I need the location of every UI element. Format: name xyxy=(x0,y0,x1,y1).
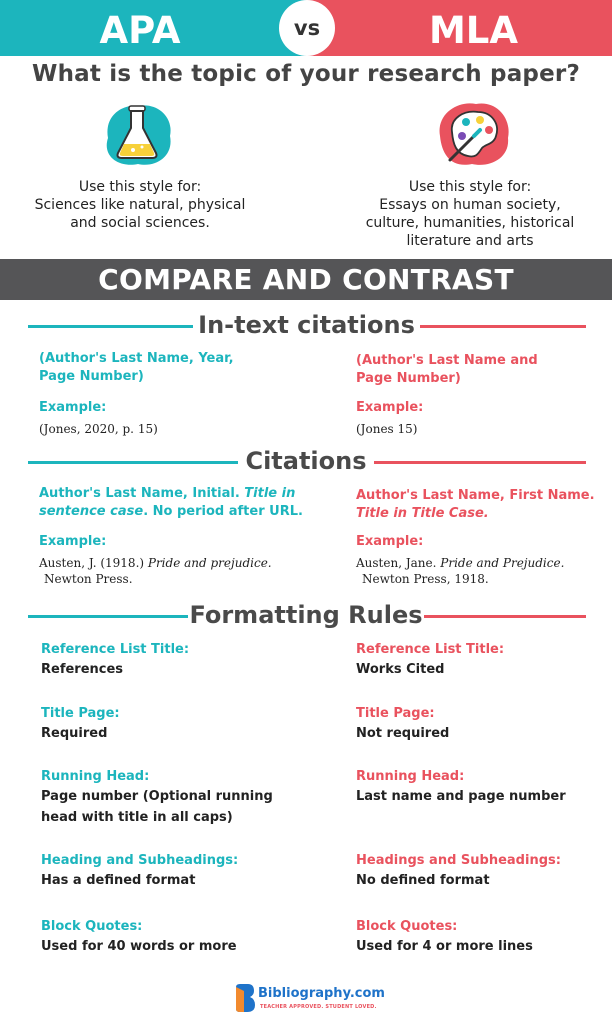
format-text: . No period after URL. xyxy=(143,504,303,519)
rule-label: Reference List Title: xyxy=(41,642,190,657)
apa-intext-format xyxy=(39,350,299,386)
mla-usage-line: literature and arts xyxy=(406,233,534,249)
apa-usage-line: Use this style for: xyxy=(78,179,202,195)
apa-rule xyxy=(41,705,311,744)
example-line: Newton Press. xyxy=(44,572,133,586)
format-line xyxy=(356,505,596,523)
apa-rule xyxy=(41,768,311,828)
format-line: Page Number) xyxy=(356,371,461,386)
intext-section-title: In-text citations xyxy=(198,311,415,339)
mla-rule xyxy=(356,705,606,744)
mla-rule xyxy=(356,641,606,680)
mla-citation-example xyxy=(356,555,606,587)
section-divider-right xyxy=(374,461,586,464)
footer-logo[interactable] xyxy=(234,983,385,1015)
mla-citation-format xyxy=(356,487,596,523)
format-text: Author's Last Name, Initial. xyxy=(39,486,245,501)
section-divider-right xyxy=(420,325,586,328)
mla-citation-example-label: Example: xyxy=(356,534,424,549)
rule-label: Running Head: xyxy=(41,769,150,784)
apa-usage-line: and social sciences. xyxy=(70,215,210,231)
apa-rule xyxy=(41,852,311,891)
apa-usage xyxy=(20,178,260,232)
apa-intext-example: (Jones, 2020, p. 15) xyxy=(39,422,158,436)
format-line: (Author's Last Name and xyxy=(356,353,538,368)
apa-usage-line: Sciences like natural, physical xyxy=(34,197,246,213)
rule-value: Last name and page number xyxy=(356,789,566,804)
compare-contrast-banner: COMPARE AND CONTRAST xyxy=(0,259,612,300)
format-italic: Title in Title Case. xyxy=(356,506,489,521)
citations-section-title: Citations xyxy=(245,447,367,475)
format-line xyxy=(39,503,319,521)
mla-intext-example: (Jones 15) xyxy=(356,422,418,436)
rule-value: Works Cited xyxy=(356,662,445,677)
apa-citation-example-label: Example: xyxy=(39,534,107,549)
rule-label: Heading and Subheadings: xyxy=(41,853,239,868)
mla-intext-example-label: Example: xyxy=(356,400,424,415)
apa-intext-example-label: Example: xyxy=(39,400,107,415)
formatting-section-title: Formatting Rules xyxy=(189,601,423,629)
mla-title: MLA xyxy=(428,9,519,52)
rule-label: Title Page: xyxy=(356,706,435,721)
example-line xyxy=(39,555,299,571)
format-line: (Author's Last Name, Year, xyxy=(39,351,234,366)
rule-label: Running Head: xyxy=(356,769,465,784)
mla-rule xyxy=(356,918,606,957)
palette-icon xyxy=(432,98,514,170)
mla-usage xyxy=(350,178,590,250)
vs-badge: vs xyxy=(279,0,335,56)
topic-question: What is the topic of your research paper? xyxy=(32,61,580,87)
rule-value: Has a defined format xyxy=(41,873,196,888)
brand-name: Bibliography.com xyxy=(258,986,385,1001)
apa-rule xyxy=(41,918,311,957)
mla-usage-line: Use this style for: xyxy=(408,179,532,195)
rule-label: Title Page: xyxy=(41,706,120,721)
rule-value: Used for 4 or more lines xyxy=(356,939,533,954)
format-line: Page Number) xyxy=(39,369,144,384)
mla-rule xyxy=(356,768,606,807)
rule-label: Headings and Subheadings: xyxy=(356,853,561,868)
mla-usage-line: culture, humanities, historical xyxy=(365,215,575,231)
apa-title: APA xyxy=(99,9,181,52)
rule-label: Block Quotes: xyxy=(356,919,458,934)
format-line: Author's Last Name, First Name. xyxy=(356,488,595,503)
example-italic: Pride and prejudice. xyxy=(147,556,272,570)
mla-rule xyxy=(356,852,606,891)
rule-value: References xyxy=(41,662,124,677)
apa-citation-format xyxy=(39,485,319,521)
section-divider-left xyxy=(28,461,238,464)
section-divider-left xyxy=(28,615,188,618)
rule-value: No defined format xyxy=(356,873,490,888)
rule-label: Reference List Title: xyxy=(356,642,505,657)
rule-value: Not required xyxy=(356,726,450,741)
rule-value: Required xyxy=(41,726,108,741)
format-italic: Title in xyxy=(244,486,296,501)
rule-value: head with title in all caps) xyxy=(41,810,233,825)
apa-citation-example xyxy=(39,555,299,587)
mla-intext-format xyxy=(356,352,596,388)
format-line xyxy=(39,485,319,503)
example-text: Austen, J. (1918.) xyxy=(39,556,148,570)
rule-value: Used for 40 words or more xyxy=(41,939,237,954)
section-divider-left xyxy=(28,325,193,328)
bibliography-logo-icon xyxy=(234,983,256,1013)
mla-usage-line: Essays on human society, xyxy=(379,197,561,213)
apa-rule xyxy=(41,641,311,680)
example-line: Newton Press, 1918. xyxy=(362,572,489,586)
format-italic: sentence case xyxy=(39,504,144,519)
rule-value: Page number (Optional running xyxy=(41,789,273,804)
example-italic: Pride and Prejudice. xyxy=(440,556,565,570)
rule-label: Block Quotes: xyxy=(41,919,143,934)
example-line xyxy=(356,555,606,571)
flask-icon xyxy=(98,98,176,170)
section-divider-right xyxy=(424,615,586,618)
example-text: Austen, Jane. xyxy=(356,556,441,570)
brand-tagline: TEACHER APPROVED. STUDENT LOVED. xyxy=(260,1004,377,1010)
